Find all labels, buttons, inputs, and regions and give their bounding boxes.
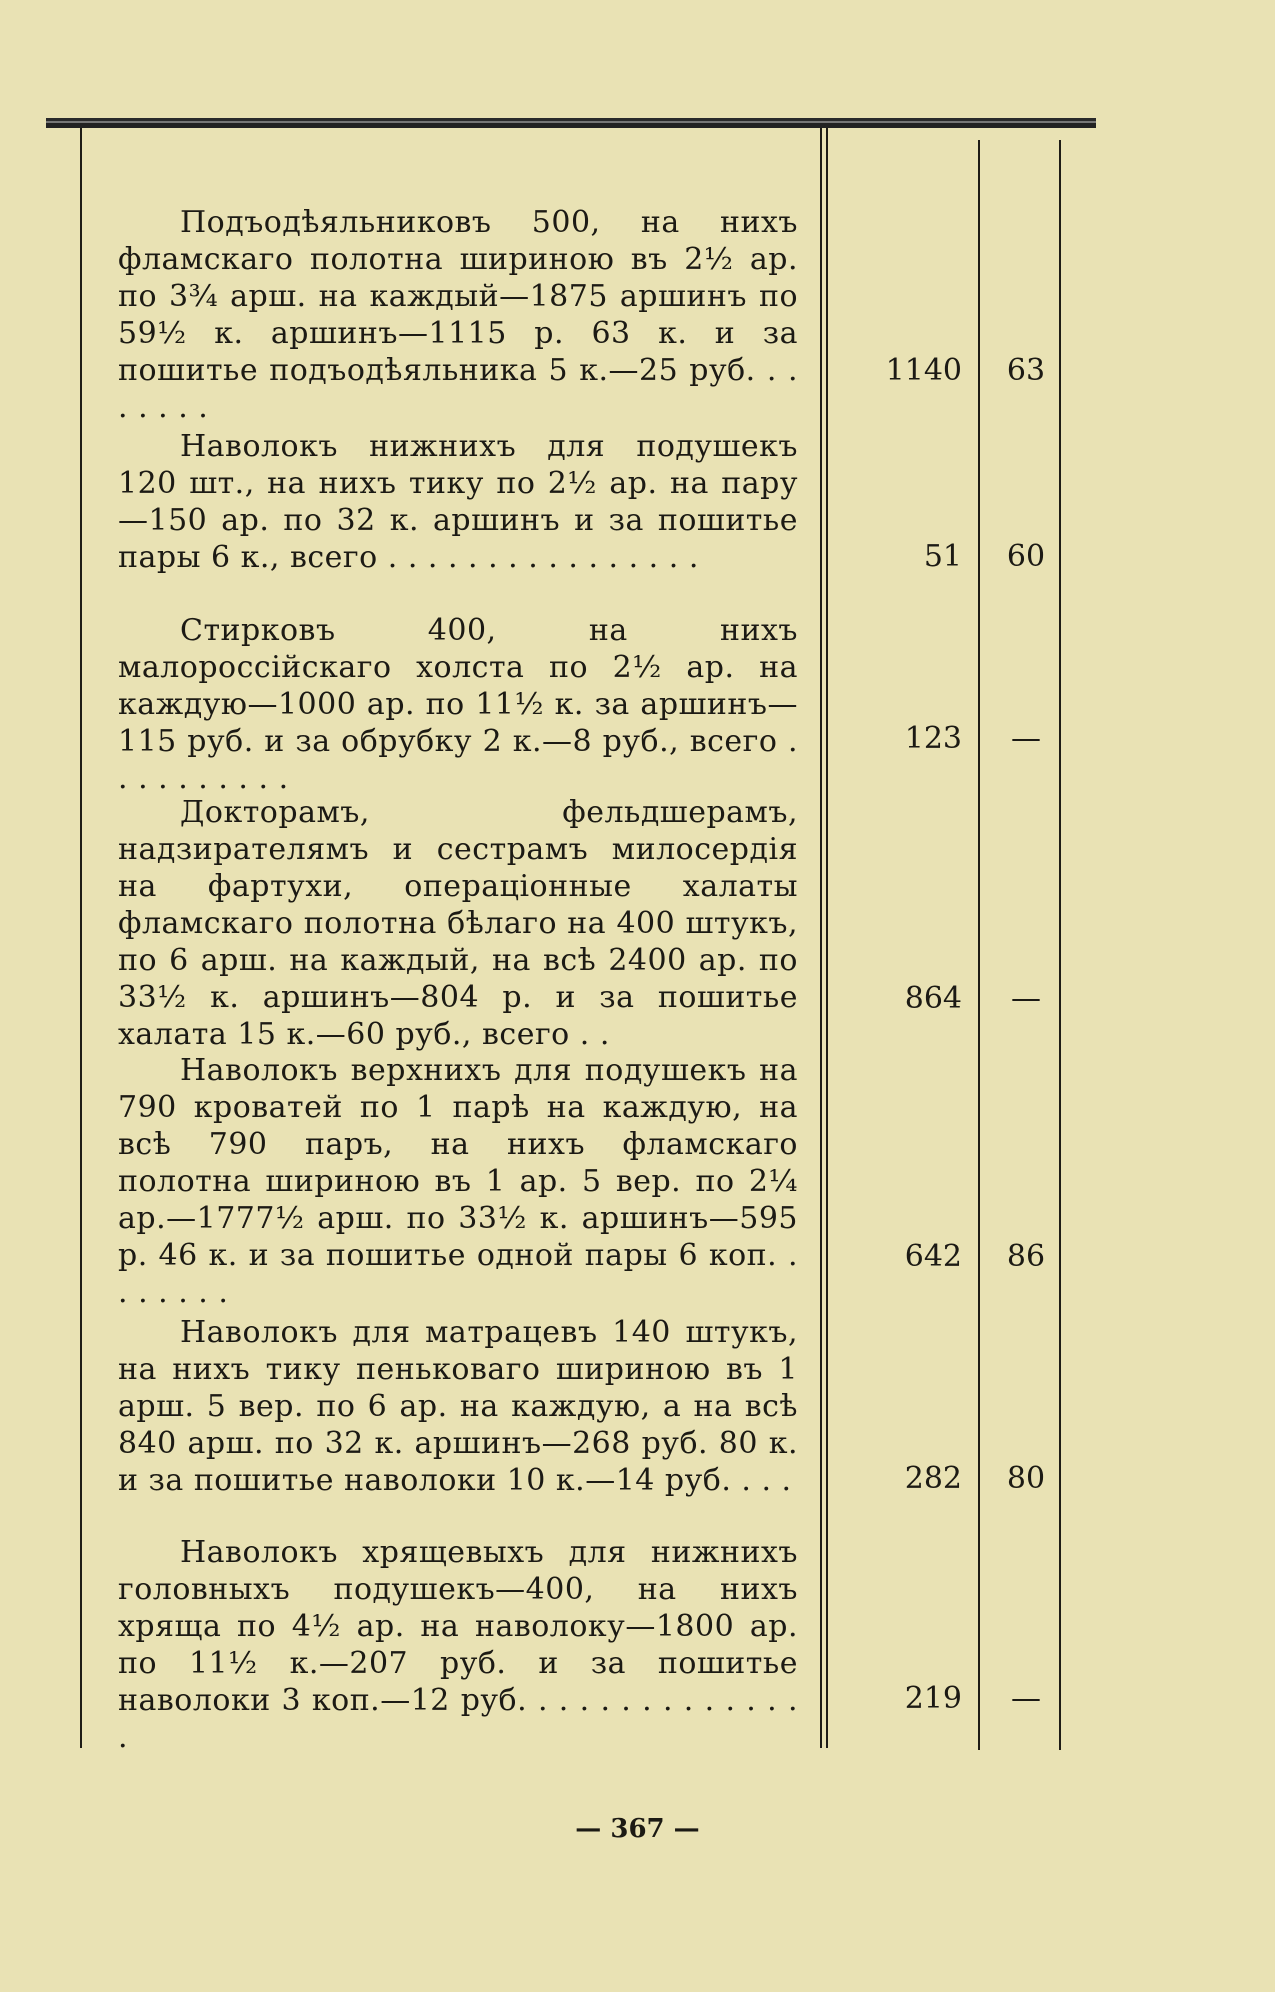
entry-kop: 60 bbox=[1006, 539, 1046, 574]
entry-kop: — bbox=[1011, 1681, 1041, 1716]
text-column-border bbox=[820, 128, 822, 1748]
entry-rub: 51 bbox=[923, 539, 962, 574]
entry-2 bbox=[118, 428, 798, 576]
entry-rub: 219 bbox=[904, 1681, 962, 1716]
entry-rub: 123 bbox=[904, 721, 962, 756]
entry-text: Докторамъ, фельдшерамъ, надзирателямъ и сестрамъ милосердія на фартухи, операціонные халаты фламскаго полотна бѣлаго на 400 штукъ, по 6 арш. на каждый, на всѣ 2400 ар. по 33½ к. аршинъ—804 р. и за пошитье халата 15 к.—60 руб., всего . . bbox=[118, 795, 798, 1052]
text-column-border-inner bbox=[826, 128, 828, 1748]
entry-kop: 63 bbox=[1006, 353, 1046, 388]
top-rule bbox=[46, 118, 1096, 128]
entry-3 bbox=[118, 612, 798, 797]
entry-6 bbox=[118, 1314, 798, 1499]
entry-kop: 80 bbox=[1006, 1461, 1046, 1496]
entry-7 bbox=[118, 1534, 798, 1756]
entry-text: Стирковъ 400, на нихъ малороссійскаго холста по 2½ ар. на каждую—1000 ар. по 11½ к. за аршинъ—115 руб. и за обрубку 2 к.—8 руб., всего . . . . . . . . . . bbox=[118, 613, 798, 796]
entry-text: Наволокъ хрящевыхъ для нижнихъ головныхъ подушекъ—400, на нихъ хряща по 4½ ар. на наволоку—1800 ар. по 11½ к.—207 руб. и за пошитье наволоки 3 коп.—12 руб. . . . . . . . . . . . . . . bbox=[118, 1535, 798, 1755]
entry-rub: 642 bbox=[904, 1239, 962, 1274]
entry-kop: — bbox=[1011, 721, 1041, 756]
entry-rub: 864 bbox=[904, 981, 962, 1016]
entry-text: Наволокъ для матрацевъ 140 штукъ, на нихъ тику пеньковаго шириною въ 1 арш. 5 вер. по 6 ар. на каждую, а на всѣ 840 арш. по 32 к. аршинъ—268 руб. 80 к. и за пошитье наволоки 10 к.—14 руб. . . . bbox=[118, 1315, 798, 1498]
left-border bbox=[80, 128, 82, 1748]
entry-kop: — bbox=[1011, 981, 1041, 1016]
entry-text: Наволокъ верхнихъ для подушекъ на 790 кроватей по 1 парѣ на каждую, на всѣ 790 паръ, на нихъ фламскаго полотна шириною въ 1 ар. 5 вер. по 2¼ ар.—1777½ арш. по 33½ к. аршинъ—595 р. 46 к. и за пошитье одной пары 6 коп. . . . . . . . bbox=[118, 1053, 798, 1310]
entry-text: Подъодѣяльниковъ 500, на нихъ фламскаго полотна шириною въ 2½ ар. по 3¾ арш. на каждый—1875 аршинъ по 59½ к. аршинъ—1115 р. 63 к. и за пошитье подъодѣяльника 5 к.—25 руб. . . . . . . . bbox=[118, 205, 798, 425]
entry-4 bbox=[118, 794, 798, 1053]
entry-text: Наволокъ нижнихъ для подушекъ 120 шт., на нихъ тику по 2½ ар. на пару—150 ар. по 32 к. аршинъ и за пошитье пары 6 к., всего . . . . . . . . . . . . . . . . bbox=[118, 429, 798, 575]
entry-1 bbox=[118, 204, 798, 426]
rub-column-border bbox=[978, 140, 980, 1750]
entry-5 bbox=[118, 1052, 798, 1311]
entry-rub: 282 bbox=[904, 1461, 962, 1496]
entry-rub: 1140 bbox=[885, 353, 962, 388]
page-number: — 367 — bbox=[575, 1814, 700, 1844]
entry-kop: 86 bbox=[1006, 1239, 1046, 1274]
